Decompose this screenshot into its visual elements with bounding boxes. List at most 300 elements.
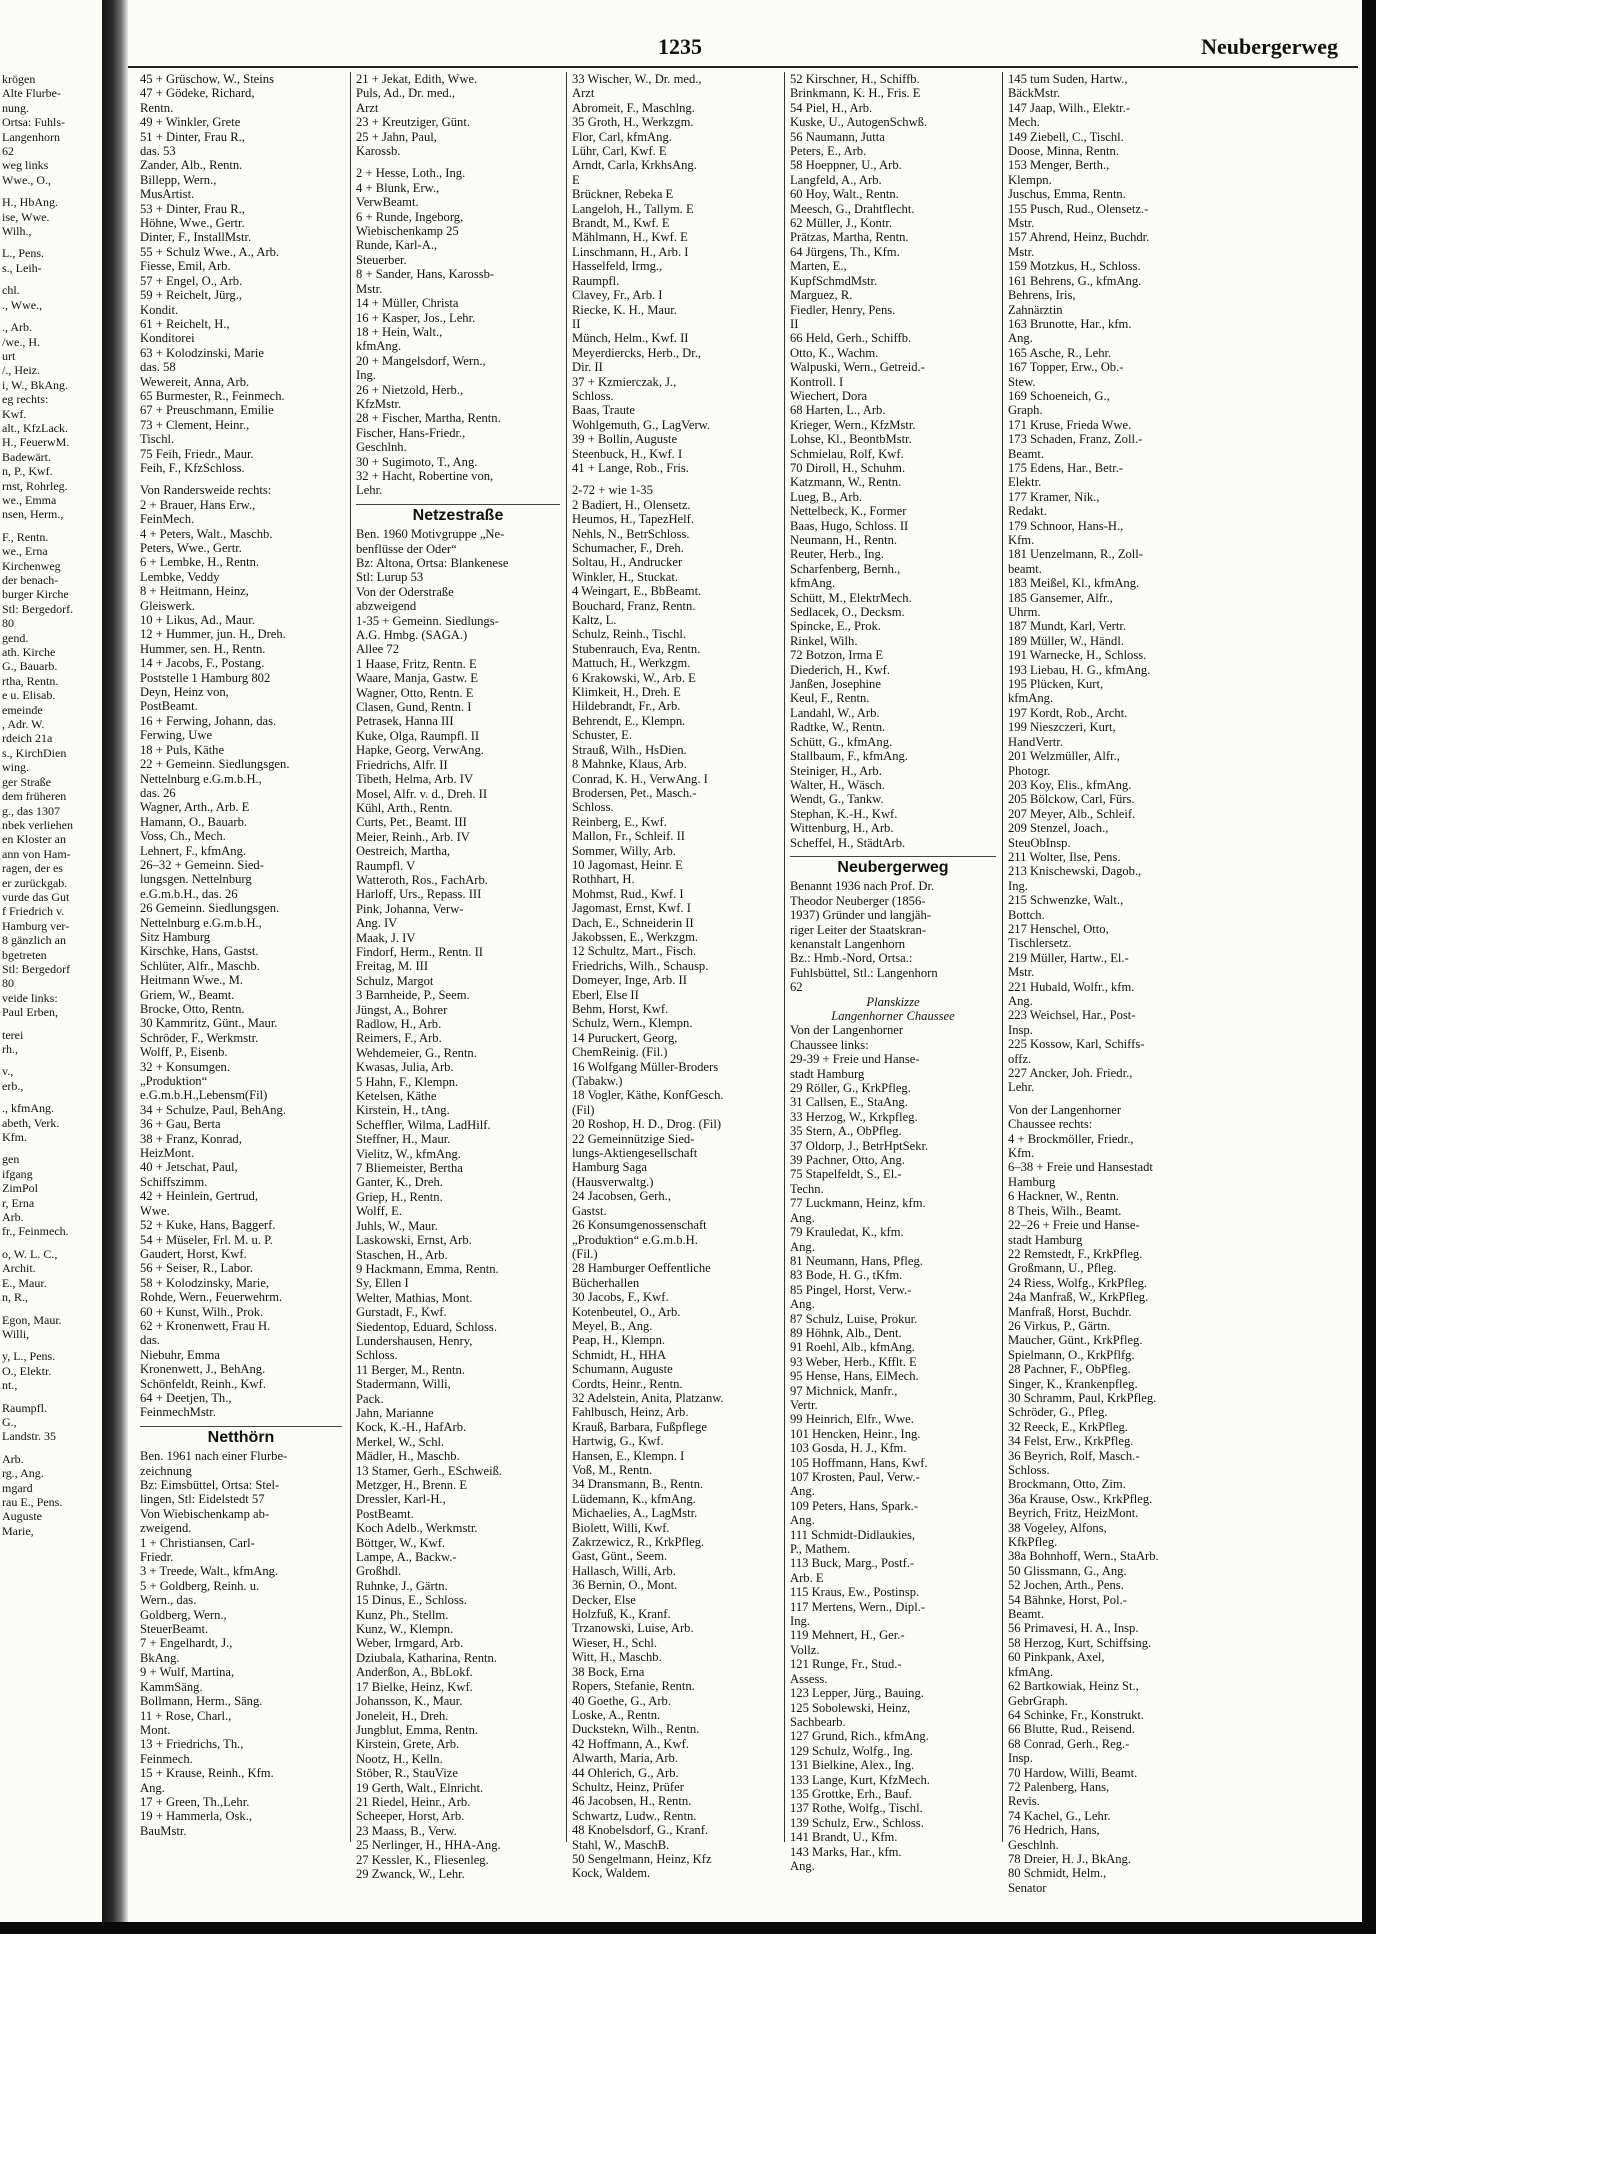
directory-line: Anderßon, A., BbLokf. <box>356 1665 473 1680</box>
directory-line: 187 Mundt, Karl, Vertr. <box>1008 619 1126 634</box>
directory-line: 64 Schinke, Fr., Konstrukt. <box>1008 1707 1145 1722</box>
directory-line: 203 Koy, Elis., kfmAng. <box>1008 777 1132 792</box>
directory-line: Lehnert, F., kfmAng. <box>140 843 247 858</box>
spacer <box>2 1444 98 1452</box>
directory-line: KupfSchmdMstr. <box>790 273 878 288</box>
directory-line: 201 Welzmüller, Alfr., <box>1008 749 1120 764</box>
directory-line: rh., <box>2 1042 18 1056</box>
directory-line: Benannt 1936 nach Prof. Dr. <box>790 879 935 894</box>
spacer <box>2 1393 98 1401</box>
directory-line: 181 Uenzelmann, R., Zoll- <box>1008 547 1144 562</box>
directory-line: Schiffszimm. <box>140 1174 208 1189</box>
directory-line: 113 Buck, Marg., Postf.- <box>790 1556 915 1571</box>
directory-line: 75 Feih, Friedr., Maur. <box>140 446 254 461</box>
directory-line: Nootz, H., Kelln. <box>356 1751 443 1766</box>
directory-line: 59 + Reichelt, Jürg., <box>140 288 243 303</box>
directory-line: Zakrzewicz, R., KrkPfleg. <box>572 1535 705 1550</box>
scan-edge-bottom <box>0 1922 1376 1934</box>
column-4 <box>790 72 996 1873</box>
directory-line: stadt Hamburg <box>1008 1232 1083 1247</box>
directory-line: gen <box>2 1152 20 1167</box>
directory-line: Scheeper, Horst, Arb. <box>356 1809 465 1824</box>
directory-line: 4 + Blunk, Erw., <box>356 180 440 195</box>
directory-line: Konditorei <box>140 331 195 346</box>
directory-line: Schultz, Heinz, Prüfer <box>572 1779 684 1794</box>
directory-line: 195 Plücken, Kurt, <box>1008 677 1104 692</box>
directory-line: Kfm. <box>2 1130 27 1145</box>
directory-line: 80 <box>2 976 14 991</box>
directory-line: 36 + Gau, Berta <box>140 1117 221 1132</box>
directory-line: 155 Pusch, Rud., Olensetz.- <box>1008 201 1149 216</box>
directory-line: Schröder, F., Werkmstr. <box>140 1030 259 1045</box>
directory-line: Griep, H., Rentn. <box>356 1189 443 1204</box>
directory-line: Staschen, H., Arb. <box>356 1247 448 1262</box>
directory-line: 26 Gemeinn. Siedlungsgen. <box>140 901 280 916</box>
directory-line: Stubenrauch, Eva, Rentn. <box>572 641 701 656</box>
directory-line: 125 Sobolewski, Heinz, <box>790 1700 911 1715</box>
directory-line: lungs-Aktiengesellschaft <box>572 1146 698 1161</box>
street-heading: Netthörn <box>140 1426 342 1445</box>
directory-line: kenanstalt Langenhorn <box>790 936 906 951</box>
directory-line: 83 Bode, H. G., tKfm. <box>790 1268 903 1283</box>
directory-line: 6 + Runde, Ingeborg, <box>356 209 464 224</box>
directory-line: Diederich, H., Kwf. <box>790 662 891 677</box>
directory-line: Auguste <box>2 1509 42 1524</box>
directory-line: 26–32 + Gemeinn. Sied- <box>140 857 264 872</box>
spacer <box>2 187 98 195</box>
directory-line: 139 Schulz, Erw., Schloss. <box>790 1815 924 1830</box>
directory-line: benflüsse der Oder“ <box>356 541 457 556</box>
directory-line: Raumpfl. <box>572 273 620 288</box>
directory-line: Wittenburg, H., Arb. <box>790 821 894 836</box>
directory-line: Stl: Bergedorf. <box>2 601 74 616</box>
directory-line: Spincke, E., Prok. <box>790 619 881 634</box>
directory-line: 175 Edens, Har., Betr.- <box>1008 460 1124 475</box>
directory-line: 68 Conrad, Gerh., Reg.- <box>1008 1736 1130 1751</box>
directory-line: Alte Flurbe- <box>2 86 61 101</box>
directory-line: 62 Müller, J., Kontr. <box>790 216 892 231</box>
directory-line: Maak, J. IV <box>356 930 416 945</box>
directory-line: 72 Botzon, Irma E <box>790 648 884 663</box>
directory-line: Gast, Günt., Seem. <box>572 1549 668 1564</box>
spacer <box>2 1144 98 1152</box>
directory-line: Brockmann, Otto, Zim. <box>1008 1477 1126 1492</box>
directory-line: 38 + Franz, Konrad, <box>140 1131 242 1146</box>
directory-line: Keul, F., Rentn. <box>790 691 870 706</box>
directory-line: Ing. <box>790 1614 810 1629</box>
directory-line: ., Wwe., <box>2 297 43 312</box>
directory-line: Findorf, Herm., Rentn. II <box>356 944 483 959</box>
directory-line: 85 Pingel, Horst, Verw.- <box>790 1282 912 1297</box>
directory-line: kfmAng. <box>356 339 402 354</box>
directory-line: alt., KfzLack. <box>2 420 68 435</box>
directory-line: Neumann, H., Rentn. <box>790 533 898 547</box>
directory-line: das. 26 <box>140 785 176 800</box>
directory-line: 28 + Fischer, Martha, Rentn. <box>356 411 501 426</box>
directory-line: 163 Brunotte, Har., kfm. <box>1008 316 1132 331</box>
directory-line: MusArtist. <box>140 187 195 202</box>
directory-line: BkAng. <box>140 1650 180 1665</box>
directory-line: 8 Mahnke, Klaus, Arb. <box>572 757 687 772</box>
directory-line: Laskowski, Ernst, Arb. <box>356 1233 472 1248</box>
directory-line: offz. <box>1008 1051 1032 1066</box>
directory-line: 143 Marks, Har., kfm. <box>790 1844 902 1859</box>
directory-line: ChemReinig. (Fil.) <box>572 1045 668 1060</box>
directory-line: n, R., <box>2 1290 29 1305</box>
directory-line: Fuhlsbüttel, Stl.: Langenhorn <box>790 965 938 980</box>
directory-line: bgetreten <box>2 947 47 962</box>
directory-line: P., Mathem. <box>790 1542 851 1557</box>
directory-line: 18 + Hein, Walt., <box>356 324 443 339</box>
directory-line: 60 + Kunst, Wilh., Prok. <box>140 1304 264 1319</box>
directory-line: 137 Rothe, Wolfg., Tischl. <box>790 1801 923 1816</box>
directory-line: Metzger, H., Brenn. E <box>356 1478 468 1492</box>
directory-line: Wagner, Arth., Arb. E <box>140 800 250 815</box>
directory-line: Ang. <box>790 1513 815 1528</box>
directory-line: Arb. E <box>790 1570 824 1585</box>
directory-line: Wern., das. <box>140 1593 197 1608</box>
directory-line: f Friedrich v. <box>2 904 65 919</box>
directory-line: Eberl, Else II <box>572 987 639 1002</box>
directory-line: 16 + Kasper, Jos., Lehr. <box>356 310 476 325</box>
spacer <box>2 238 98 246</box>
directory-line: n, P., Kwf. <box>2 464 53 479</box>
directory-line: Runde, Karl-A., <box>356 238 438 253</box>
directory-line: 75 Stapelfeldt, S., El.- <box>790 1167 902 1182</box>
directory-line: 6 Hackner, W., Rentn. <box>1008 1189 1120 1204</box>
directory-line: nbek verliehen <box>2 817 73 832</box>
directory-line: 70 Hardow, Willi, Beamt. <box>1008 1765 1138 1780</box>
directory-line: Klempn. <box>1008 172 1052 187</box>
header-rule <box>128 66 1358 68</box>
directory-line: Kontroll. I <box>790 374 844 389</box>
directory-line: 42 Hoffmann, A., Kwf. <box>572 1736 689 1751</box>
directory-line: Schumann, Auguste <box>572 1362 673 1377</box>
directory-line: 36a Krause, Osw., KrkPfleg. <box>1008 1491 1153 1506</box>
directory-line: 58 Hoeppner, U., Arb. <box>790 158 902 173</box>
directory-line: kfmAng. <box>790 576 836 591</box>
directory-line: 40 Goethe, G., Arb. <box>572 1693 671 1708</box>
directory-line: Stephan, K.-H., Kwf. <box>790 806 898 821</box>
directory-line: Vollz. <box>790 1642 820 1657</box>
directory-line: Soltau, H., Andrucker <box>572 555 683 570</box>
directory-line: 107 Krosten, Paul, Verw.- <box>790 1470 920 1484</box>
directory-line: 24 Jacobsen, Gerh., <box>572 1189 671 1204</box>
directory-line: Von der Oderstraße <box>356 584 454 599</box>
directory-line: Dressler, Karl-H., <box>356 1492 446 1507</box>
directory-line: 30 + Sugimoto, T., Ang. <box>356 454 478 469</box>
directory-line: Schütt, G., kfmAng. <box>790 734 893 749</box>
directory-line: Hasselfeld, Irmg., <box>572 259 663 274</box>
directory-line: Hamburg ver- <box>2 918 70 933</box>
directory-line: 32 + Hacht, Robertine von, <box>356 468 494 483</box>
directory-line: Biolett, Willi, Kwf. <box>572 1520 670 1535</box>
directory-line: E., Maur. <box>2 1275 47 1290</box>
directory-line: 22 Gemeinnützige Sied- <box>572 1131 695 1146</box>
directory-line: 23 + Kreutziger, Günt. <box>356 115 470 130</box>
scan-edge-right <box>1362 0 1376 1930</box>
directory-line: 177 Kramer, Nik., <box>1008 489 1100 504</box>
directory-line: Trzanowski, Luise, Arb. <box>572 1621 694 1636</box>
directory-line: Ang. <box>790 1210 815 1225</box>
directory-line: 10 Jagomast, Heinr. E <box>572 857 683 872</box>
directory-line: Johansson, K., Maur. <box>356 1694 463 1709</box>
directory-line: Kuske, U., AutogenSchwß. <box>790 115 928 130</box>
directory-line: 2 Badiert, H., Olensetz. <box>572 497 691 512</box>
directory-line: en Kloster an <box>2 832 66 847</box>
directory-line: 68 Harten, L., Arb. <box>790 403 886 418</box>
directory-line: KfkPfleg. <box>1008 1535 1058 1550</box>
directory-line: stadt Hamburg <box>790 1066 865 1081</box>
directory-line: Schmidt, H., HHA <box>572 1347 667 1362</box>
street-heading: Neubergerweg <box>790 856 996 875</box>
directory-line: FeinMech. <box>140 512 195 527</box>
directory-line: Schmielau, Rolf, Kwf. <box>790 446 904 461</box>
directory-line: Revis. <box>1008 1794 1040 1809</box>
directory-line: 7 + Engelhardt, J., <box>140 1636 233 1651</box>
directory-line: Bollmann, Herm., Säng. <box>140 1694 263 1709</box>
directory-line: G., <box>2 1414 17 1429</box>
directory-line: Manfraß, Horst, Buchdr. <box>1008 1304 1132 1319</box>
directory-line: 66 Held, Gerh., Schiffb. <box>790 331 912 346</box>
directory-line: Kunz, W., Klempn. <box>356 1622 454 1637</box>
directory-line: Kunz, Ph., Stellm. <box>356 1607 449 1622</box>
directory-line: Rohde, Wern., Feuerwehrm. <box>140 1290 283 1305</box>
directory-line: 173 Schaden, Franz, Zoll.- <box>1008 432 1143 447</box>
directory-line: PostBeamt. <box>356 1506 414 1521</box>
directory-line: Kondit. <box>140 302 179 317</box>
directory-line: SteuObInsp. <box>1008 835 1071 850</box>
directory-line: 14 Puruckert, Georg, <box>572 1030 678 1045</box>
directory-line: Theodor Neuberger (1856- <box>790 893 926 908</box>
directory-line: 39 Pachner, Otto, Ang. <box>790 1153 905 1168</box>
directory-line: e.G.m.b.H.,Lebensm(Fil) <box>140 1088 268 1103</box>
directory-line: Meyerdiercks, Herb., Dr., <box>572 345 702 360</box>
directory-line: Mstr. <box>1008 216 1035 231</box>
directory-line: Freitag, M. III <box>356 959 429 974</box>
directory-line: dem früheren <box>2 789 67 804</box>
directory-line: 35 Groth, H., Werkzgm. <box>572 115 694 130</box>
directory-line: 145 tum Suden, Hartw., <box>1008 72 1128 86</box>
directory-line: 149 Ziebell, C., Tischl. <box>1008 129 1124 144</box>
directory-line: Mohmst, Rud., Kwf. I <box>572 886 684 901</box>
directory-line: 15 + Krause, Reinh., Kfm. <box>140 1766 274 1781</box>
spacer <box>2 1020 98 1028</box>
directory-line: Lampe, A., Backw.- <box>356 1550 457 1565</box>
directory-line: SteuerBeamt. <box>140 1622 209 1637</box>
directory-line: Wohlgemuth, G., LagVerw. <box>572 417 711 432</box>
directory-line: 169 Schoeneich, G., <box>1008 388 1110 403</box>
directory-line: 161 Behrens, G., kfmAng. <box>1008 273 1142 288</box>
directory-line: 46 Jacobsen, H., Rentn. <box>572 1794 692 1809</box>
directory-line: das. 58 <box>140 360 176 375</box>
directory-line: Schuster, E. <box>572 728 633 743</box>
directory-line: Scharfenberg, Bernh., <box>790 561 901 576</box>
directory-line: Baas, Traute <box>572 403 635 418</box>
directory-line: BäckMstr. <box>1008 86 1061 101</box>
directory-line: 6–38 + Freie und Hansestadt <box>1008 1160 1153 1175</box>
directory-line: 57 + Engel, O., Arb. <box>140 273 243 288</box>
directory-line: 38 Bock, Erna <box>572 1664 645 1679</box>
spacer <box>1008 1095 1220 1103</box>
directory-line: Bücherhallen <box>572 1275 640 1290</box>
directory-line: 131 Bielkine, Alex., Ing. <box>790 1758 915 1773</box>
directory-line: Lembke, Veddy <box>140 569 220 584</box>
directory-line: zweigend. <box>140 1521 192 1536</box>
directory-line: 40 + Jetschat, Paul, <box>140 1160 238 1175</box>
directory-line: krögen <box>2 72 36 86</box>
directory-line: Bottch. <box>1008 907 1045 922</box>
directory-line: 147 Jaap, Wilh., Elektr.- <box>1008 100 1131 115</box>
directory-line: der benach- <box>2 573 59 587</box>
directory-line: /., Heiz. <box>2 363 40 378</box>
column-5 <box>1008 72 1220 1895</box>
directory-line: 2-72 + wie 1-35 <box>572 483 653 498</box>
directory-line: Jahn, Marianne <box>356 1405 434 1420</box>
directory-line: 50 Glissmann, G., Ang. <box>1008 1563 1127 1578</box>
directory-line: Juhls, W., Maur. <box>356 1218 438 1233</box>
directory-line: Kaltz, L. <box>572 613 617 628</box>
directory-line: Kfm. <box>1008 533 1035 547</box>
directory-line: 48 Knobelsdorf, G., Kranf. <box>572 1823 709 1838</box>
directory-line: 44 Ohlerich, G., Arb. <box>572 1765 679 1780</box>
directory-line: 189 Müller, W., Händl. <box>1008 633 1124 648</box>
directory-line: 54 Piel, H., Arb. <box>790 100 873 115</box>
directory-line: /we., H. <box>2 334 40 349</box>
directory-line: Jüngst, A., Bohrer <box>356 1002 448 1017</box>
directory-line: 15 Dinus, E., Schloss. <box>356 1593 467 1608</box>
directory-line: Beamt. <box>1008 446 1045 461</box>
directory-line: 49 + Winkler, Grete <box>140 115 241 130</box>
directory-line: Goldberg, Wern., <box>140 1607 227 1622</box>
directory-line: 5 Hahn, F., Klempn. <box>356 1074 459 1089</box>
directory-line: 80 <box>2 616 14 631</box>
directory-line: 79 Krauledat, K., kfm. <box>790 1225 904 1240</box>
directory-line: Kock, K.-H., HafArb. <box>356 1420 467 1435</box>
directory-line: Merkel, W., Schl. <box>356 1434 445 1449</box>
directory-line: nt., <box>2 1378 18 1393</box>
directory-line: Siedentop, Eduard, Schloss. <box>356 1319 497 1334</box>
directory-line: burger Kirche <box>2 587 69 602</box>
spacer <box>2 1056 98 1064</box>
directory-line: Schumacher, F., Dreh. <box>572 541 684 555</box>
directory-line: 16 Wolfgang Müller-Broders <box>572 1059 719 1074</box>
directory-line: 50 Sengelmann, Heinz, Kfz <box>572 1851 712 1866</box>
directory-line: Baas, Hugo, Schloss. II <box>790 518 909 533</box>
directory-line: Kirchenweg <box>2 558 61 573</box>
directory-line: das. <box>140 1333 160 1348</box>
directory-line: 3 + Treede, Walt., kfmAng. <box>140 1564 279 1579</box>
directory-line: Schönfeldt, Reinh., Kwf. <box>140 1376 266 1391</box>
directory-line: Alwarth, Maria, Arb. <box>572 1751 678 1766</box>
directory-line: 97 Michnick, Manfr., <box>790 1383 898 1398</box>
directory-line: 36 Bernin, O., Mont. <box>572 1578 678 1593</box>
directory-line: Cordts, Heinr., Rentn. <box>572 1376 683 1391</box>
directory-line: Dziubala, Katharina, Rentn. <box>356 1650 497 1665</box>
directory-line: 12 + Hummer, jun. H., Dreh. <box>140 627 286 642</box>
directory-line: Wehdemeier, G., Rentn. <box>356 1045 477 1060</box>
directory-line: G., Bauarb. <box>2 659 58 674</box>
directory-line: Conrad, K. H., VerwAng. I <box>572 771 708 786</box>
directory-line: 52 Kirschner, H., Schiffb. <box>790 72 920 86</box>
directory-line: Reimers, F., Arb. <box>356 1031 442 1046</box>
spacer <box>572 475 778 483</box>
directory-line: Marguez, R. <box>790 288 853 303</box>
directory-line: 127 Grund, Rich., kfmAng. <box>790 1729 929 1744</box>
directory-line: abzweigend <box>356 599 417 614</box>
directory-line: 8 Theis, Wilh., Beamt. <box>1008 1203 1122 1218</box>
directory-line: Friedrichs, Alfr. II <box>356 757 448 772</box>
directory-line: 22–26 + Freie und Hanse- <box>1008 1218 1140 1233</box>
directory-line: Hamann, O., Bauarb. <box>140 814 248 829</box>
directory-line: 103 Gosda, H. J., Kfm. <box>790 1441 907 1456</box>
directory-line: 123 Lepper, Jürg., Bauing. <box>790 1686 924 1701</box>
directory-line: 171 Kruse, Frieda Wwe. <box>1008 417 1132 432</box>
directory-line: Katzmann, W., Rentn. <box>790 475 902 490</box>
directory-line: kfmAng. <box>1008 1664 1054 1679</box>
directory-line: 63 + Kolodzinski, Marie <box>140 345 264 360</box>
directory-line: Schulz, Margot <box>356 973 434 988</box>
directory-line: Lehr. <box>1008 1080 1035 1095</box>
directory-line: 89 Höhnk, Alb., Dent. <box>790 1325 902 1340</box>
directory-line: Schloss. <box>572 388 614 403</box>
directory-line: Chaussee rechts: <box>1008 1117 1093 1132</box>
directory-line: Vertr. <box>790 1397 818 1412</box>
directory-line: Bouchard, Franz, Rentn. <box>572 598 696 613</box>
directory-line: Kotenbeutel, O., Arb. <box>572 1304 681 1319</box>
directory-line: 153 Menger, Berth., <box>1008 158 1110 173</box>
directory-line: Duckstekn, Wilh., Rentn. <box>572 1722 700 1737</box>
directory-line: 1-35 + Gemeinn. Siedlungs- <box>356 613 499 628</box>
directory-line: Gastst. <box>572 1203 607 1218</box>
directory-line: 4 + Brockmöller, Friedr., <box>1008 1131 1134 1146</box>
directory-line: Großhdl. <box>356 1564 402 1579</box>
directory-line: 21 Riedel, Heinr., Arb. <box>356 1794 471 1809</box>
directory-line: weg links <box>2 158 49 173</box>
directory-line: , Adr. W. <box>2 717 45 732</box>
directory-line: Ing. <box>1008 878 1028 893</box>
directory-line: Fiesse, Emil, Arb. <box>140 259 231 274</box>
directory-line: Behrens, Iris, <box>1008 288 1076 303</box>
directory-line: 141 Brandt, U., Kfm. <box>790 1830 898 1845</box>
directory-line: PostBeamt. <box>140 699 198 714</box>
directory-line: (Fil.) <box>572 1246 598 1261</box>
directory-line: Dir. II <box>572 360 603 375</box>
directory-line: Brocke, Otto, Rentn. <box>140 1002 245 1016</box>
directory-line: Ben. 1961 nach einer Flurbe- <box>140 1449 288 1464</box>
directory-line: Mählmann, H., Kwf. E <box>572 230 688 245</box>
directory-line: Kwasas, Julia, Arb. <box>356 1060 454 1075</box>
directory-line: 64 + Deetjen, Th., <box>140 1390 232 1405</box>
directory-line: Niebuhr, Emma <box>140 1347 220 1362</box>
directory-line: lingen, Stl: Eidelstedt 57 <box>140 1492 265 1507</box>
directory-line: Wagner, Otto, Rentn. E <box>356 685 474 700</box>
directory-line: rnst, Rohrleg. <box>2 478 68 493</box>
directory-line: 77 Luckmann, Heinz, kfm. <box>790 1196 926 1211</box>
directory-line: 22 Remstedt, F., KrkPfleg. <box>1008 1246 1143 1261</box>
directory-line: Radtke, W., Rentn. <box>790 720 886 735</box>
directory-line: Landahl, W., Arb. <box>790 705 880 720</box>
spacer <box>2 1305 98 1313</box>
directory-line: 67 + Preuschmann, Emilie <box>140 403 274 418</box>
directory-line: Mstr. <box>356 281 383 296</box>
directory-line: Wolff, E. <box>356 1204 402 1219</box>
directory-line: riger Leiter der Staatskran- <box>790 922 927 937</box>
directory-line: Graph. <box>1008 403 1043 418</box>
street-heading: Netzestraße <box>356 504 560 523</box>
directory-line: gend. <box>2 630 29 645</box>
directory-line: Hapke, Georg, VerwAng. <box>356 743 484 758</box>
